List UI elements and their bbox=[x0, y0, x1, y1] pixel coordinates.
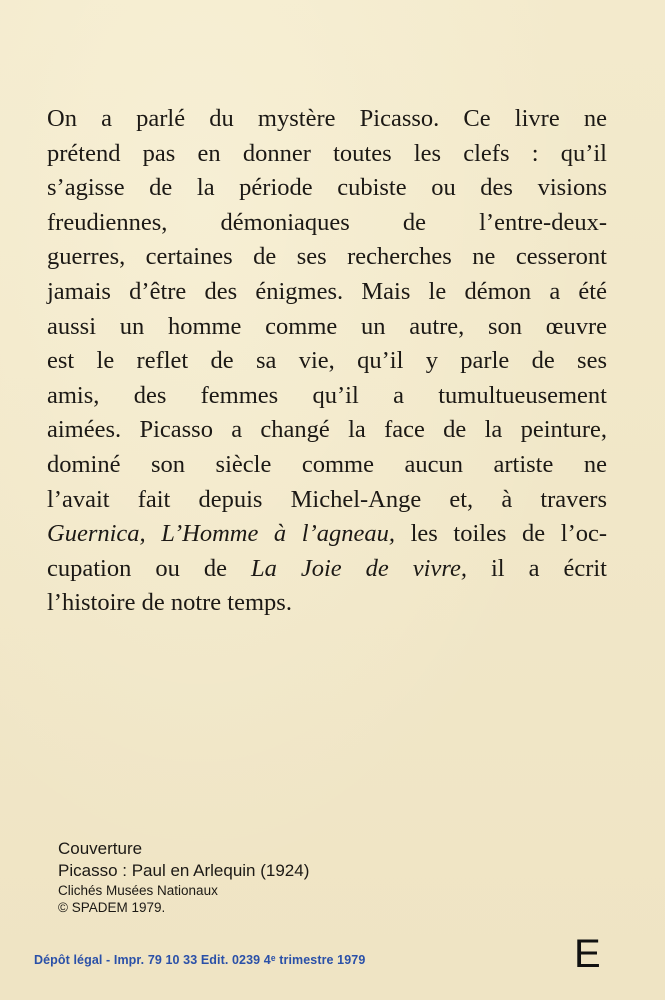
blurb-text bbox=[47, 102, 607, 621]
blurb-line: jamais d’être des énigmes. Mais le démon a été bbox=[47, 277, 607, 305]
credits-label: Couverture bbox=[58, 839, 143, 858]
blurb-line: est le reflet de sa vie, qu’il y parle de ses bbox=[47, 347, 607, 375]
credits-copyright: © SPADEM 1979. bbox=[58, 900, 166, 915]
blurb-line: On a parlé du mystère Picasso. Ce livre ne bbox=[47, 105, 607, 132]
title-guernica: Guernica, bbox=[47, 520, 146, 548]
blurb-line: guerres, certaines de ses recherches ne cesseront bbox=[47, 243, 607, 271]
title-homme-agneau: L’Homme à l’agneau, bbox=[161, 520, 395, 548]
blurb-line bbox=[47, 517, 607, 552]
blurb-fragment: il a écrit bbox=[490, 554, 607, 582]
blurb-line: amis, des femmes qu’il a tumultueusement bbox=[47, 381, 607, 409]
cover-credits bbox=[58, 838, 309, 916]
title-joie-de-vivre: La Joie de vivre, bbox=[250, 554, 467, 582]
blurb-line: aussi un homme comme un autre, son œuvre bbox=[47, 312, 607, 340]
blurb-line: freudiennes, démoniaques de l’entre-deux- bbox=[47, 208, 607, 236]
blurb-fragment: cupation ou de bbox=[47, 554, 227, 582]
blurb-line: aimées. Picasso a changé la face de la peinture, bbox=[47, 416, 607, 444]
credits-photos: Clichés Musées Nationaux bbox=[58, 883, 218, 898]
blurb-line bbox=[47, 552, 607, 587]
legal-deposit: Dépôt légal - Impr. 79 10 33 Edit. 0239 4ᵉ trimestre 1979 bbox=[34, 953, 366, 967]
blurb-fragment: les toiles de l’oc- bbox=[410, 520, 608, 548]
blurb-line: s’agisse de la période cubiste ou des visions bbox=[47, 174, 607, 202]
series-letter: E bbox=[574, 932, 601, 976]
credits-artwork-title: Picasso : Paul en Arlequin (1924) bbox=[58, 861, 310, 880]
blurb-line: dominé son siècle comme aucun artiste ne bbox=[47, 450, 607, 478]
blurb-line: prétend pas en donner toutes les clefs : qu’il bbox=[47, 139, 607, 167]
blurb-line: l’histoire de notre temps. bbox=[47, 589, 292, 617]
blurb-line: l’avait fait depuis Michel-Ange et, à travers bbox=[47, 485, 607, 513]
